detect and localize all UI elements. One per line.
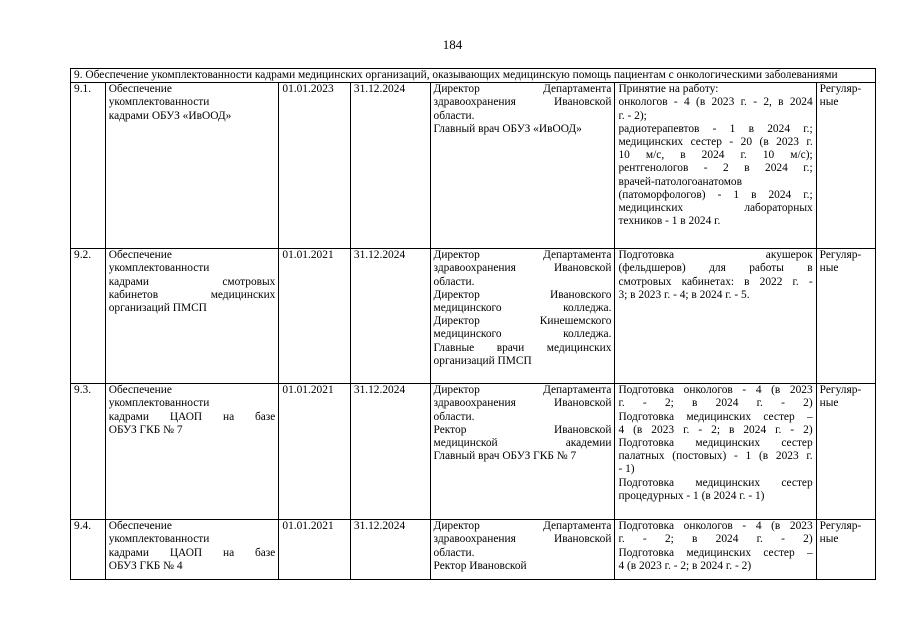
text-line: - 1) xyxy=(618,463,635,476)
row-number: 9.3. xyxy=(71,384,106,520)
text-line: ОБУЗ ГКБ № 7 xyxy=(108,423,183,436)
text-line: Директор Департамента xyxy=(433,83,612,96)
end-date: 31.12.2024 xyxy=(350,83,430,249)
text-line: техников - 1 в 2024 г. xyxy=(618,215,721,228)
text-line: области. xyxy=(433,410,475,423)
row-number: 9.2. xyxy=(71,249,106,384)
row-number: 9.1. xyxy=(71,83,106,249)
row-number: 9.4. xyxy=(71,520,106,580)
table-row xyxy=(71,249,876,384)
text-line: Обеспечение xyxy=(108,520,172,533)
task-cell xyxy=(105,384,279,520)
text-line: Подготовка онкологов - 4 (в 2023 xyxy=(618,384,813,397)
text-line: укомплектованности xyxy=(108,533,210,546)
responsible-cell xyxy=(430,249,615,384)
text-line: Директор Кинешемского xyxy=(433,315,612,328)
text-line: кадрами ЦАОП на базе xyxy=(108,546,276,559)
text-line: организаций ПМСП xyxy=(108,302,207,315)
text-line: области. xyxy=(433,275,475,288)
type-cell xyxy=(816,249,875,384)
text-line: рентгенологов - 2 в 2024 г.; xyxy=(618,162,813,175)
text-line: Регуляр- xyxy=(819,384,862,397)
activities-table xyxy=(70,68,876,580)
text-line: (фельдшеров) для работы в xyxy=(618,262,813,275)
text-line: ные xyxy=(819,533,839,546)
text-line: медицинского колледжа. xyxy=(433,328,612,341)
text-line: ные xyxy=(819,397,839,410)
text-line: г. - 2; в 2024 г. - 2) xyxy=(618,533,813,546)
text-line: Принятие на работу: xyxy=(618,83,719,96)
responsible-cell xyxy=(430,520,615,580)
table-row xyxy=(71,83,876,249)
text-line: области. xyxy=(433,546,475,559)
text-line: кадрами ЦАОП на базе xyxy=(108,410,276,423)
table-row xyxy=(71,384,876,520)
text-line: Главные врачи медицинских xyxy=(433,341,612,354)
text-line: области. xyxy=(433,109,475,122)
text-line: онкологов - 4 (в 2023 г. - 2, в 2024 xyxy=(618,96,813,109)
end-date: 31.12.2024 xyxy=(350,384,430,520)
start-date: 01.01.2021 xyxy=(279,249,351,384)
text-line: Подготовка онкологов - 4 (в 2023 xyxy=(618,520,813,533)
result-cell xyxy=(615,83,816,249)
page-number: 184 xyxy=(442,37,463,52)
text-line: Обеспечение xyxy=(108,83,172,96)
text-line: смотровых кабинетах: в 2022 г. - xyxy=(618,275,813,288)
text-line: Подготовка медицинских сестер – xyxy=(618,546,813,559)
text-line: Подготовка акушерок xyxy=(618,249,813,262)
text-line: Обеспечение xyxy=(108,384,172,397)
text-line: организаций ПМСП xyxy=(433,354,532,367)
end-date: 31.12.2024 xyxy=(350,249,430,384)
result-cell xyxy=(615,520,816,580)
text-line: Регуляр- xyxy=(819,83,862,96)
task-cell xyxy=(105,520,279,580)
text-line: Директор Департамента xyxy=(433,384,612,397)
type-cell xyxy=(816,520,875,580)
text-line: медицинских лабораторных xyxy=(618,202,813,215)
text-line: медицинской академии xyxy=(433,437,612,450)
text-line: Директор Департамента xyxy=(433,249,612,262)
text-line: (патоморфологов) - 1 в 2024 г.; xyxy=(618,188,813,201)
text-line: Ректор Ивановской xyxy=(433,423,612,436)
start-date: 01.01.2023 xyxy=(279,83,351,249)
text-line: 4 (в 2023 г. - 2; в 2024 г. - 2) xyxy=(618,559,752,572)
result-cell xyxy=(615,249,816,384)
text-line: здравоохранения Ивановской xyxy=(433,262,612,275)
text-line: г. - 2); xyxy=(618,109,647,122)
text-line: врачей-патологоанатомов xyxy=(618,175,742,188)
text-line: 10 м/с, в 2024 г. 10 м/с); xyxy=(618,149,813,162)
text-line: кабинетов медицинских xyxy=(108,288,276,301)
text-line: кадрами смотровых xyxy=(108,275,276,288)
text-line: Директор Ивановского xyxy=(433,288,612,301)
text-line: Директор Департамента xyxy=(433,520,612,533)
text-line: медицинского колледжа. xyxy=(433,302,612,315)
text-line: медицинских сестер - 20 (в 2023 г. xyxy=(618,136,813,149)
text-line: кадрами ОБУЗ «ИвООД» xyxy=(108,109,232,122)
text-line: ные xyxy=(819,96,839,109)
text-line: Подготовка медицинских сестер xyxy=(618,437,813,450)
text-line: Подготовка медицинских сестер xyxy=(618,476,813,489)
start-date: 01.01.2021 xyxy=(279,384,351,520)
task-cell xyxy=(105,83,279,249)
result-cell xyxy=(615,384,816,520)
responsible-cell xyxy=(430,83,615,249)
text-line: палатных (постовых) - 1 (в 2023 г. xyxy=(618,450,813,463)
text-line: г. - 2; в 2024 г. - 2) xyxy=(618,397,813,410)
text-line: Ректор Ивановской xyxy=(433,559,527,572)
type-cell xyxy=(816,384,875,520)
text-line: 3; в 2023 г. - 4; в 2024 г. - 5. xyxy=(618,288,750,301)
section-title: 9. Обеспечение укомплектованности кадрами медицинских организаций, оказывающих медицинскую помощь пациентам с онкологическими заболеваниями xyxy=(71,69,876,83)
text-line: радиотерапевтов - 1 в 2024 г.; xyxy=(618,122,813,135)
start-date: 01.01.2021 xyxy=(279,520,351,580)
section-header-row xyxy=(71,69,876,83)
text-line: укомплектованности xyxy=(108,397,210,410)
table-row xyxy=(71,520,876,580)
end-date: 31.12.2024 xyxy=(350,520,430,580)
text-line: Регуляр- xyxy=(819,520,862,533)
task-cell xyxy=(105,249,279,384)
responsible-cell xyxy=(430,384,615,520)
text-line: здравоохранения Ивановской xyxy=(433,533,612,546)
text-line: ОБУЗ ГКБ № 4 xyxy=(108,559,183,572)
text-line: процедурных - 1 (в 2024 г. - 1) xyxy=(618,489,765,502)
text-line: 4 (в 2023 г. - 2; в 2024 г. - 2) xyxy=(618,423,813,436)
text-line: Подготовка медицинских сестер – xyxy=(618,410,813,423)
text-line: ные xyxy=(819,262,839,275)
text-line: Главный врач ОБУЗ ГКБ № 7 xyxy=(433,450,577,463)
text-line: Главный врач ОБУЗ «ИвООД» xyxy=(433,122,582,135)
text-line: здравоохранения Ивановской xyxy=(433,96,612,109)
text-line: Обеспечение xyxy=(108,249,172,262)
text-line: здравоохранения Ивановской xyxy=(433,397,612,410)
text-line: Регуляр- xyxy=(819,249,862,262)
text-line: укомплектованности xyxy=(108,262,210,275)
type-cell xyxy=(816,83,875,249)
text-line: укомплектованности xyxy=(108,96,210,109)
